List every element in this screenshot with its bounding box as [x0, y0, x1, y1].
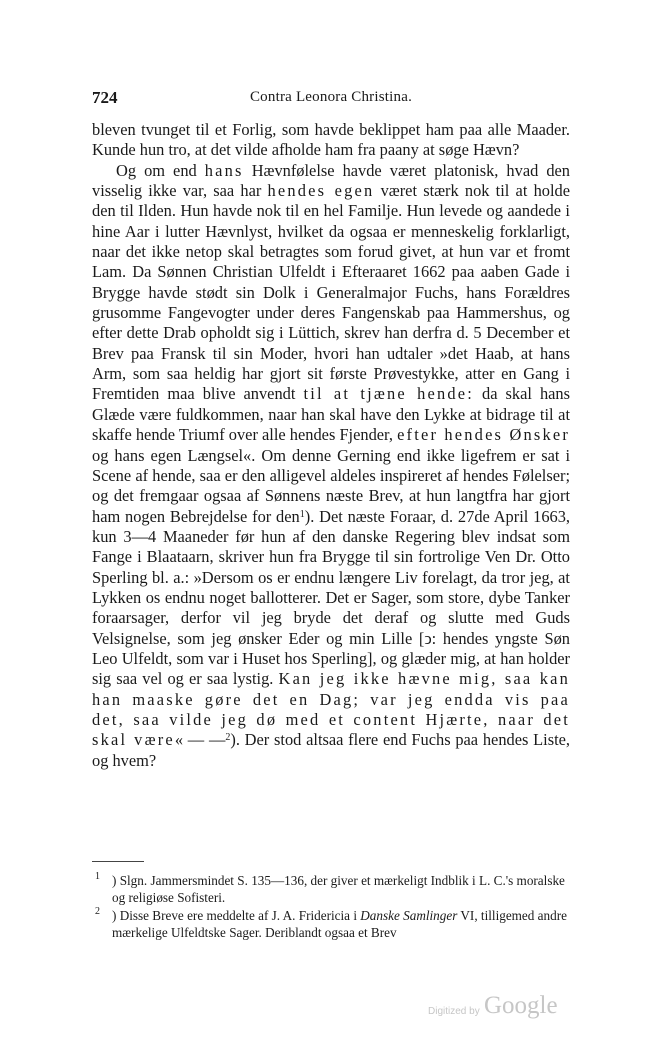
spaced-emphasis: efter hendes Ønsker: [397, 425, 570, 445]
text-run: Og om end: [116, 160, 197, 180]
footnote-title: Danske Samlinger: [360, 907, 458, 923]
footnote-2: [92, 907, 570, 942]
spaced-emphasis: til at tjæne hende:: [303, 384, 474, 404]
google-logo: Google: [484, 992, 558, 1019]
text-run: ). Der stod altsaa flere end Fuchs paa hendes Liste, og hvem?: [92, 730, 570, 770]
footnote-text: VI, tilligemed andre mærkelige Ulfeldtske Sager. Deriblandt ogsaa et Brev: [112, 907, 567, 940]
footnote-mark: 1: [95, 871, 100, 882]
footnote-1: [92, 872, 570, 907]
footnotes: [92, 872, 570, 941]
text-run: da skal hans Glæde være fuldkommen, naar han skal have den Lykke at bidrage til at skaffe hende Triumf over alle hendes Fjender,: [92, 384, 570, 445]
footnote-ref[interactable]: 2: [225, 732, 231, 744]
text-run: « — —: [174, 730, 226, 750]
footnote-mark: 2: [95, 905, 100, 917]
page-number: 724: [92, 88, 118, 107]
watermark-prefix: Digitized by: [428, 1006, 480, 1017]
text-run: ). Det næste Foraar, d. 27de April 1663, kun 3—4 Maaneder før hun af den danske Regering blev indsat som Fange i Blaataarn, skriver hun fra Brygge til sin fortrolige Ven Dr. Otto Sperling bl. a.: »Dersom os er endnu længere Liv forelagt, da tror jeg, at Lykken os endnu noget ballotterer. Det er Sager, som store, dybe Tanker foraarsager, derfor vil jeg bryde det deraf og slutte med Guds Velsignelse, som jeg ønsker Eder og min Lille [ↄ: hendes yngste Søn Leo Ulfeldt, som var i Huset hos Sperling], og glæder mig, at han holder sig saa vel og er saa lystig.: [92, 506, 571, 689]
footnote-divider: [92, 861, 144, 862]
spaced-emphasis: Kan jeg ikke hævne mig, saa kan han maaske gøre det en Dag; var jeg endda vis paa det, saa vilde jeg dø med et content Hjærte, naar det skal være: [92, 669, 570, 750]
footnote-ref[interactable]: 1: [299, 508, 305, 520]
text-run: Hævnfølelse havde været platonisk, hvad den visselig ikke var, saa har: [92, 160, 571, 201]
text-run: været stærk nok til at holde den til Ilden. Hun havde nok til en hel Familje. Hun levede og aandede i hine Aar i lutter Hævnlyst, hvilket da ogsaa er menneskelig forklarligt, naar det ikke netop skal betragtes som forud givet, at hun var et fromt Lam. Da Sønnen Christian Ulfeldt i Efteraaret 1662 paa aaben Gade i Brygge havde stødt sin Dolk i Generalmajor Fuchs, hans Forældres grusomme Fangevogter under deres Fangenskab paa Hammershus, og efter dette Drab opholdt sig i Lüttich, skrev han derfra d. 5 December et Brev paa Fransk til sin Moder, hvori han udtaler »det Haab, at hans Arm, som saa heldig har gjort sit første Prøvestykke, atter en Gang i Fremtiden maa blive anvendt: [92, 181, 570, 404]
paragraph-1: bleven tvunget til et Forlig, som havde beklippet ham paa alle Maader. Kunde hun tro, at det vilde afholde ham fra paany at søge Hævn?: [92, 120, 570, 160]
spaced-emphasis: hendes egen: [267, 181, 375, 201]
footnote-text: ) Slgn. Jammersmindet S. 135—136, der giver et mærkeligt Indblik i L. C.'s moralske og religiøse Sofisteri.: [112, 873, 565, 906]
page-header: [92, 88, 570, 112]
text-run: og hans egen Længsel«. Om denne Gerning end ikke ligefrem er sat i Scene af hende, saa er den alligevel aldeles inspireret af hendes Følelser; og det fremgaar ogsaa af Sønnens næste Brev, at hun langtfra har gjort ham nogen Bebrejdelse for den: [92, 445, 570, 526]
spaced-emphasis: hans: [204, 160, 244, 180]
footnote-text: ) Disse Breve ere meddelte af J. A. Fridericia i: [112, 907, 361, 923]
body-text: [92, 120, 570, 771]
digitization-watermark: [428, 994, 568, 1024]
running-head: Contra Leonora Christina.: [249, 89, 413, 105]
paragraph-2: [92, 161, 570, 771]
